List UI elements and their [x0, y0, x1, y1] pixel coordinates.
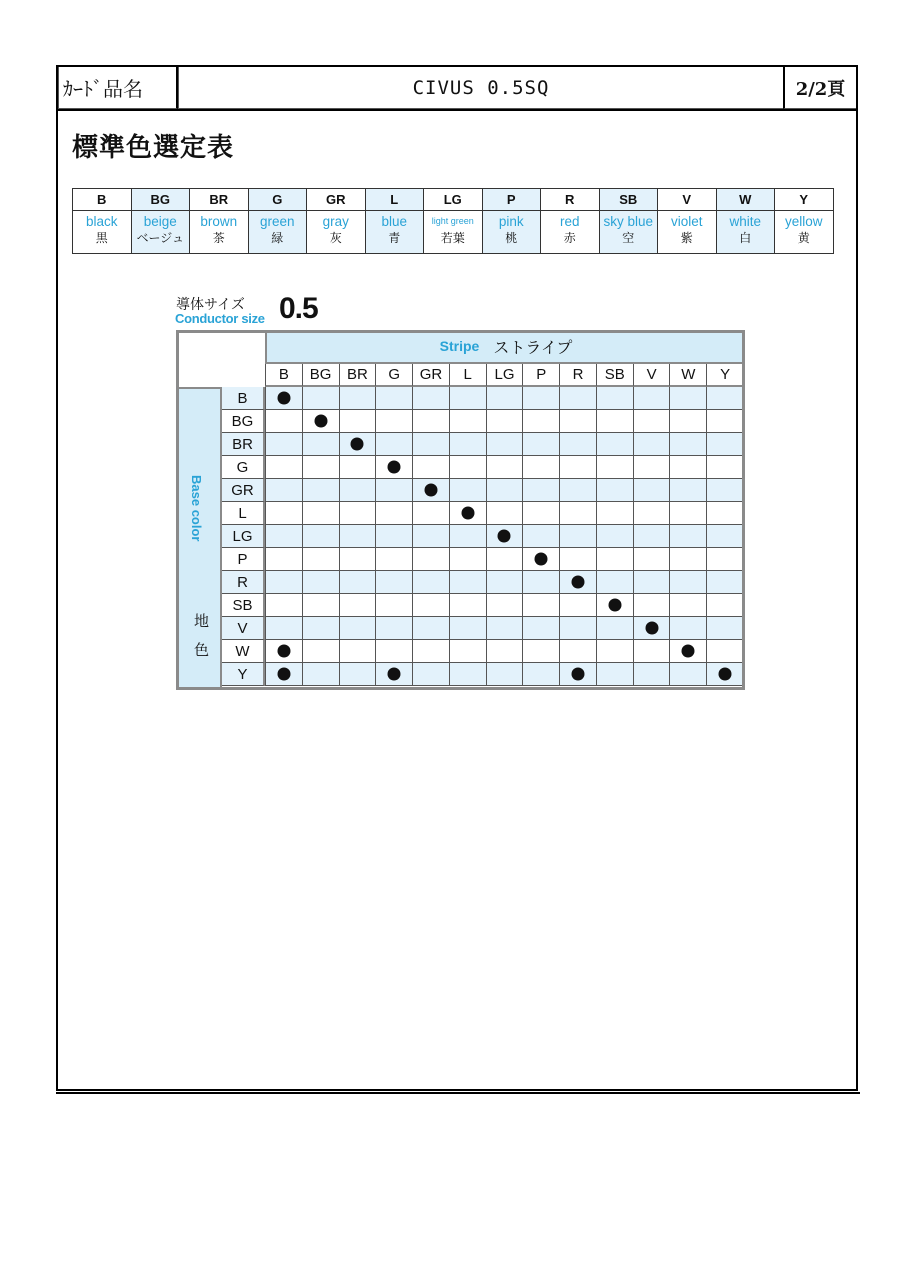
matrix-cell	[706, 502, 743, 525]
matrix-cell	[559, 410, 596, 433]
matrix-cell	[412, 640, 449, 663]
legend-japanese-name: 空	[622, 231, 635, 245]
matrix-cell	[596, 571, 633, 594]
available-dot-icon	[277, 668, 290, 681]
matrix-cell	[375, 502, 412, 525]
available-dot-icon	[424, 484, 437, 497]
base-row-p: P	[222, 548, 265, 571]
matrix-cell	[265, 525, 302, 548]
color-matrix	[176, 330, 745, 690]
matrix-cell	[486, 548, 523, 571]
legend-name-br	[190, 211, 249, 254]
matrix-cell	[339, 571, 376, 594]
legend-english-name: white	[729, 214, 761, 229]
stripe-column-br: BR	[339, 364, 376, 387]
matrix-cell	[412, 571, 449, 594]
matrix-cell	[339, 594, 376, 617]
legend-japanese-name: 緑	[271, 231, 284, 245]
legend-name-bg	[131, 211, 190, 254]
page-number: 2/2頁	[783, 67, 856, 109]
legend-japanese-name: 若葉	[440, 231, 465, 245]
available-dot-icon	[277, 392, 290, 405]
matrix-cell	[486, 640, 523, 663]
matrix-cell	[669, 525, 706, 548]
matrix-cell	[339, 410, 376, 433]
matrix-cell	[302, 387, 339, 410]
matrix-cell	[375, 387, 412, 410]
matrix-cell	[375, 433, 412, 456]
base-row-lg: LG	[222, 525, 265, 548]
available-dot-icon	[572, 576, 585, 589]
matrix-cell	[486, 525, 523, 548]
stripe-label-en: Stripe	[439, 338, 480, 354]
matrix-cell	[486, 594, 523, 617]
matrix-cell	[669, 594, 706, 617]
legend-code-y: Y	[775, 189, 834, 211]
matrix-cell	[265, 594, 302, 617]
matrix-cell	[449, 502, 486, 525]
matrix-cell	[302, 502, 339, 525]
matrix-cell	[522, 456, 559, 479]
base-row-v: V	[222, 617, 265, 640]
legend-name-sb	[599, 211, 658, 254]
matrix-cell	[486, 617, 523, 640]
available-dot-icon	[351, 438, 364, 451]
color-legend-table	[72, 188, 834, 254]
legend-english-name: light green	[431, 216, 474, 226]
available-dot-icon	[608, 599, 621, 612]
matrix-cell	[522, 571, 559, 594]
matrix-cell	[669, 387, 706, 410]
matrix-cell	[265, 617, 302, 640]
available-dot-icon	[572, 668, 585, 681]
matrix-cell	[633, 433, 670, 456]
matrix-cell	[706, 594, 743, 617]
stripe-column-r: R	[559, 364, 596, 387]
matrix-cell	[339, 548, 376, 571]
matrix-cell	[522, 433, 559, 456]
available-dot-icon	[461, 507, 474, 520]
matrix-cell	[265, 479, 302, 502]
matrix-cell	[302, 410, 339, 433]
matrix-cell	[486, 387, 523, 410]
matrix-cell	[669, 410, 706, 433]
available-dot-icon	[682, 645, 695, 658]
base-color-header	[176, 387, 222, 690]
matrix-cell	[596, 663, 633, 686]
matrix-cell	[706, 387, 743, 410]
matrix-cell	[522, 594, 559, 617]
stripe-column-v: V	[633, 364, 670, 387]
legend-code-br: BR	[190, 189, 249, 211]
legend-code-row	[73, 189, 834, 211]
stripe-column-b: B	[265, 364, 302, 387]
matrix-cell	[633, 594, 670, 617]
matrix-cell	[449, 640, 486, 663]
legend-japanese-name: ベージュ	[136, 231, 185, 245]
matrix-cell	[412, 525, 449, 548]
base-color-label-en: Base color	[189, 475, 204, 542]
stripe-header	[265, 330, 745, 364]
matrix-cell	[559, 387, 596, 410]
matrix-cell	[559, 663, 596, 686]
matrix-cell	[486, 571, 523, 594]
legend-english-name: pink	[498, 214, 524, 229]
matrix-cell	[449, 525, 486, 548]
matrix-cell	[302, 617, 339, 640]
matrix-cell	[302, 479, 339, 502]
base-row-w: W	[222, 640, 265, 663]
legend-code-b: B	[73, 189, 132, 211]
matrix-cell	[559, 502, 596, 525]
matrix-cell	[449, 456, 486, 479]
matrix-cell	[596, 548, 633, 571]
legend-english-name: red	[559, 214, 580, 229]
matrix-cell	[596, 502, 633, 525]
matrix-cell	[669, 456, 706, 479]
conductor-size-label-jp: 導体サイズ	[176, 297, 245, 313]
legend-english-name: beige	[143, 214, 177, 229]
matrix-cell	[412, 617, 449, 640]
matrix-cell	[596, 410, 633, 433]
matrix-cell	[486, 663, 523, 686]
conductor-size-label-en: Conductor size	[175, 311, 265, 326]
matrix-cell	[265, 433, 302, 456]
matrix-cell	[339, 525, 376, 548]
matrix-cell	[669, 617, 706, 640]
matrix-cell	[522, 663, 559, 686]
matrix-cell	[302, 663, 339, 686]
header-row	[58, 67, 856, 111]
matrix-cell	[412, 433, 449, 456]
legend-name-l	[365, 211, 424, 254]
matrix-cell	[706, 548, 743, 571]
legend-name-w	[716, 211, 775, 254]
legend-japanese-name: 黄	[797, 231, 810, 245]
base-row-gr: GR	[222, 479, 265, 502]
matrix-cell	[265, 548, 302, 571]
stripe-column-w: W	[669, 364, 706, 387]
card-label: ｶｰﾄﾞ品名	[58, 67, 178, 109]
matrix-cell	[559, 433, 596, 456]
legend-english-name: sky blue	[603, 214, 654, 229]
available-dot-icon	[498, 530, 511, 543]
matrix-cell	[596, 456, 633, 479]
matrix-cell	[375, 410, 412, 433]
matrix-cell	[302, 456, 339, 479]
stripe-column-g: G	[375, 364, 412, 387]
legend-japanese-name: 灰	[329, 231, 342, 245]
matrix-cell	[596, 594, 633, 617]
available-dot-icon	[645, 622, 658, 635]
stripe-column-y: Y	[706, 364, 743, 387]
matrix-corner	[176, 330, 265, 387]
stripe-column-p: P	[522, 364, 559, 387]
matrix-cell	[375, 617, 412, 640]
matrix-cell	[596, 433, 633, 456]
matrix-cell	[633, 617, 670, 640]
matrix-cell	[412, 456, 449, 479]
legend-english-name: yellow	[784, 214, 823, 229]
matrix-cell	[412, 663, 449, 686]
legend-english-name: brown	[200, 214, 238, 229]
matrix-cell	[669, 663, 706, 686]
matrix-cell	[633, 663, 670, 686]
matrix-cell	[302, 525, 339, 548]
legend-name-r	[541, 211, 600, 254]
matrix-cell	[302, 433, 339, 456]
legend-english-name: black	[85, 214, 118, 229]
matrix-cell	[669, 433, 706, 456]
matrix-cell	[522, 525, 559, 548]
base-row-br: BR	[222, 433, 265, 456]
matrix-cell	[449, 479, 486, 502]
matrix-cell	[633, 640, 670, 663]
matrix-cell	[449, 433, 486, 456]
matrix-cell	[265, 502, 302, 525]
available-dot-icon	[388, 461, 401, 474]
matrix-cell	[559, 456, 596, 479]
available-dot-icon	[719, 668, 732, 681]
matrix-cell	[339, 456, 376, 479]
legend-code-l: L	[365, 189, 424, 211]
legend-name-g	[248, 211, 307, 254]
matrix-cell	[412, 502, 449, 525]
matrix-cell	[449, 617, 486, 640]
matrix-cell	[522, 479, 559, 502]
legend-name-y	[775, 211, 834, 254]
stripe-label-jp: ストライプ	[493, 337, 573, 357]
legend-code-gr: GR	[307, 189, 366, 211]
matrix-cell	[669, 479, 706, 502]
matrix-cell	[375, 548, 412, 571]
legend-name-row	[73, 211, 834, 254]
matrix-cell	[596, 479, 633, 502]
matrix-cell	[449, 548, 486, 571]
matrix-cell	[596, 640, 633, 663]
conductor-size-value: 0.5	[279, 292, 318, 325]
matrix-cell	[339, 479, 376, 502]
matrix-cell	[375, 456, 412, 479]
matrix-cell	[302, 640, 339, 663]
matrix-cell	[339, 640, 376, 663]
matrix-cell	[375, 571, 412, 594]
matrix-cell	[633, 502, 670, 525]
matrix-cell	[522, 640, 559, 663]
matrix-cell	[375, 594, 412, 617]
matrix-cell	[486, 433, 523, 456]
matrix-cell	[559, 525, 596, 548]
matrix-cell	[412, 387, 449, 410]
legend-code-bg: BG	[131, 189, 190, 211]
matrix-cell	[706, 456, 743, 479]
matrix-cell	[706, 433, 743, 456]
matrix-cell	[633, 387, 670, 410]
matrix-cell	[375, 640, 412, 663]
legend-name-v	[658, 211, 717, 254]
base-row-y: Y	[222, 663, 265, 686]
available-dot-icon	[277, 645, 290, 658]
legend-japanese-name: 桃	[505, 231, 518, 245]
matrix-cell	[669, 640, 706, 663]
stripe-column-bg: BG	[302, 364, 339, 387]
matrix-cell	[633, 410, 670, 433]
base-row-r: R	[222, 571, 265, 594]
legend-english-name: gray	[322, 214, 349, 229]
matrix-cell	[339, 433, 376, 456]
matrix-cell	[486, 410, 523, 433]
matrix-cell	[633, 548, 670, 571]
matrix-cell	[302, 594, 339, 617]
matrix-cell	[706, 571, 743, 594]
matrix-cell	[559, 594, 596, 617]
available-dot-icon	[535, 553, 548, 566]
stripe-column-gr: GR	[412, 364, 449, 387]
base-row-sb: SB	[222, 594, 265, 617]
legend-name-lg	[424, 211, 483, 254]
legend-japanese-name: 茶	[212, 231, 225, 245]
matrix-cell	[522, 410, 559, 433]
matrix-cell	[706, 479, 743, 502]
stripe-column-lg: LG	[486, 364, 523, 387]
matrix-cell	[633, 479, 670, 502]
matrix-cell	[706, 410, 743, 433]
matrix-cell	[412, 410, 449, 433]
legend-code-lg: LG	[424, 189, 483, 211]
matrix-cell	[706, 640, 743, 663]
matrix-cell	[449, 663, 486, 686]
matrix-cell	[669, 548, 706, 571]
matrix-cell	[412, 594, 449, 617]
matrix-cell	[412, 548, 449, 571]
matrix-cell	[559, 479, 596, 502]
matrix-cell	[412, 479, 449, 502]
matrix-cell	[449, 387, 486, 410]
matrix-cell	[596, 525, 633, 548]
matrix-cell	[706, 663, 743, 686]
legend-code-g: G	[248, 189, 307, 211]
legend-name-gr	[307, 211, 366, 254]
matrix-cell	[633, 571, 670, 594]
matrix-cell	[339, 502, 376, 525]
matrix-cell	[633, 525, 670, 548]
stripe-column-l: L	[449, 364, 486, 387]
matrix-cell	[633, 456, 670, 479]
legend-japanese-name: 赤	[563, 231, 576, 245]
matrix-cell	[596, 617, 633, 640]
matrix-cell	[559, 617, 596, 640]
matrix-cell	[669, 571, 706, 594]
legend-code-r: R	[541, 189, 600, 211]
legend-english-name: green	[259, 214, 295, 229]
legend-japanese-name: 黒	[95, 231, 108, 245]
base-row-l: L	[222, 502, 265, 525]
section-title: 標準色選定表	[72, 133, 235, 163]
matrix-cell	[265, 387, 302, 410]
base-row-g: G	[222, 456, 265, 479]
matrix-cell	[522, 548, 559, 571]
matrix-cell	[339, 617, 376, 640]
matrix-cell	[339, 387, 376, 410]
matrix-cell	[449, 594, 486, 617]
available-dot-icon	[314, 415, 327, 428]
matrix-cell	[522, 502, 559, 525]
matrix-cell	[265, 640, 302, 663]
matrix-cell	[706, 525, 743, 548]
matrix-cell	[486, 479, 523, 502]
available-dot-icon	[388, 668, 401, 681]
matrix-cell	[265, 571, 302, 594]
matrix-cell	[265, 410, 302, 433]
matrix-cell	[449, 571, 486, 594]
matrix-cell	[559, 640, 596, 663]
matrix-cell	[375, 525, 412, 548]
matrix-cell	[559, 548, 596, 571]
product-name: CIVUS 0.5SQ	[178, 67, 783, 109]
legend-code-sb: SB	[599, 189, 658, 211]
matrix-cell	[486, 456, 523, 479]
legend-english-name: blue	[381, 214, 408, 229]
legend-japanese-name: 白	[739, 231, 752, 245]
matrix-cell	[522, 387, 559, 410]
legend-code-v: V	[658, 189, 717, 211]
matrix-cell	[265, 663, 302, 686]
base-color-label-jp: 地色	[192, 613, 210, 671]
matrix-cell	[265, 456, 302, 479]
matrix-cell	[449, 410, 486, 433]
matrix-cell	[559, 571, 596, 594]
stripe-column-sb: SB	[596, 364, 633, 387]
base-row-bg: BG	[222, 410, 265, 433]
matrix-cell	[375, 479, 412, 502]
matrix-cell	[522, 617, 559, 640]
legend-code-w: W	[716, 189, 775, 211]
frame-double-line	[56, 1092, 860, 1094]
legend-english-name: violet	[670, 214, 703, 229]
matrix-cell	[669, 502, 706, 525]
legend-code-p: P	[482, 189, 541, 211]
legend-name-p	[482, 211, 541, 254]
matrix-cell	[339, 663, 376, 686]
matrix-cell	[706, 617, 743, 640]
base-row-b: B	[222, 387, 265, 410]
matrix-cell	[302, 548, 339, 571]
legend-japanese-name: 青	[388, 231, 401, 245]
matrix-cell	[486, 502, 523, 525]
matrix-cell	[596, 387, 633, 410]
legend-japanese-name: 紫	[680, 231, 693, 245]
matrix-cell	[375, 663, 412, 686]
legend-name-b	[73, 211, 132, 254]
matrix-cell	[302, 571, 339, 594]
